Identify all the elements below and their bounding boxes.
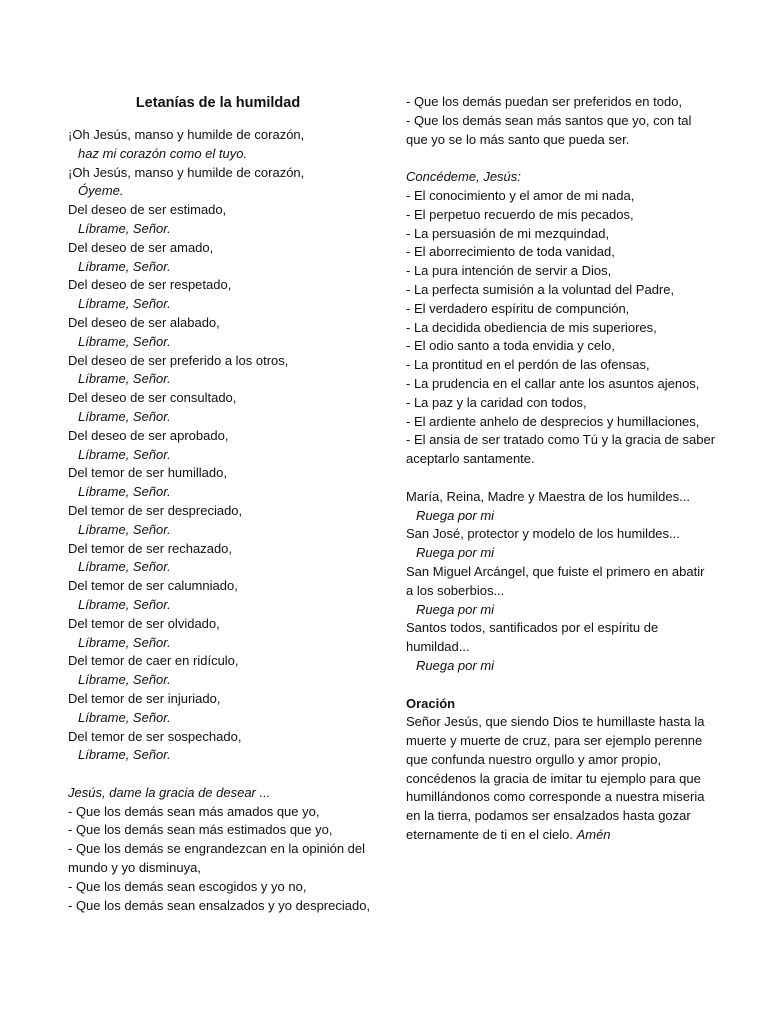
response-line — [68, 182, 368, 201]
text-line — [68, 126, 368, 145]
line-text: Ruega por mi — [416, 601, 495, 617]
response-line — [68, 258, 368, 277]
line-text: Líbrame, Señor. — [78, 484, 171, 500]
line-text: Del temor de ser injuriado, — [68, 690, 221, 706]
response-line — [406, 544, 706, 563]
text-line — [68, 897, 371, 916]
text-line — [68, 314, 368, 333]
response-line — [68, 521, 368, 540]
response-line — [68, 709, 368, 728]
line-text: - Que los demás se engrandezcan en la opinión del — [68, 841, 366, 857]
line-text: humillándonos como corresponde a nuestra miseria — [406, 789, 705, 805]
line-text: aceptarlo santamente. — [406, 451, 535, 467]
right-text-lines — [406, 93, 716, 845]
blank-line — [406, 676, 706, 695]
text-line — [68, 201, 368, 220]
line-text: - La perfecta sumisión a la voluntad del Padre, — [406, 281, 675, 297]
text-line — [406, 281, 706, 300]
text-line — [406, 525, 706, 544]
line-text: - El ardiente anhelo de desprecios y humillaciones, — [406, 413, 700, 429]
left-text-lines — [68, 126, 371, 915]
line-text: Del deseo de ser respetado, — [68, 277, 232, 293]
line-text: - El odio santo a toda envidia y celo, — [406, 338, 615, 354]
line-text: Líbrame, Señor. — [78, 559, 171, 575]
text-line — [406, 563, 706, 582]
line-text: Líbrame, Señor. — [78, 333, 171, 349]
text-line — [406, 243, 706, 262]
text-line — [406, 788, 706, 807]
line-text: Líbrame, Señor. — [78, 709, 171, 725]
line-text: concédenos la gracia de imitar tu ejemplo para que — [406, 770, 701, 786]
line-text: haz mi corazón como el tuyo. — [78, 145, 248, 161]
text-line — [406, 375, 706, 394]
line-text: Del deseo de ser aprobado, — [68, 427, 229, 443]
line-text: - Que los demás sean más amados que yo, — [68, 803, 320, 819]
response-line — [406, 657, 706, 676]
response-line — [68, 558, 368, 577]
line-text: Del temor de ser despreciado, — [68, 502, 243, 518]
text-line — [68, 464, 368, 483]
line-text: Jesús, dame la gracia de desear ... — [68, 784, 271, 800]
text-line — [406, 187, 706, 206]
line-text: Líbrame, Señor. — [78, 371, 171, 387]
line-text: Líbrame, Señor. — [78, 296, 171, 312]
response-line — [68, 446, 368, 465]
blank-line — [406, 469, 706, 488]
line-text: ¡Oh Jesús, manso y humilde de corazón, — [68, 164, 305, 180]
text-line — [406, 337, 706, 356]
line-text: ¡Oh Jesús, manso y humilde de corazón, — [68, 127, 305, 142]
line-text: - La prudencia en el callar ante los asuntos ajenos, — [406, 375, 700, 391]
line-text: - El perpetuo recuerdo de mis pecados, — [406, 206, 634, 222]
text-line — [406, 751, 706, 770]
text-line — [406, 206, 706, 225]
line-text: Del deseo de ser consultado, — [68, 390, 237, 406]
text-line — [68, 821, 368, 840]
text-line — [406, 450, 706, 469]
line-text: - El aborrecimiento de toda vanidad, — [406, 244, 615, 260]
line-text: Señor Jesús, que siendo Dios te humillaste hasta la — [406, 714, 705, 730]
response-line — [406, 507, 706, 526]
line-text: Líbrame, Señor. — [78, 672, 171, 688]
text-line — [68, 615, 368, 634]
line-text: - El ansia de ser tratado como Tú y la gracia de saber — [406, 432, 716, 448]
line-text: Líbrame, Señor. — [78, 220, 171, 236]
text-line — [406, 431, 716, 450]
text-line — [68, 690, 368, 709]
line-text: Del deseo de ser preferido a los otros, — [68, 352, 289, 368]
response-line — [68, 634, 368, 653]
line-text: Del deseo de ser estimado, — [68, 202, 227, 218]
line-text: - La decidida obediencia de mis superiores, — [406, 319, 657, 335]
line-text: Del temor de ser olvidado, — [68, 615, 220, 631]
amen-text: Amén — [576, 827, 611, 843]
text-line — [406, 319, 706, 338]
line-text: - El verdadero espíritu de compunción, — [406, 300, 630, 316]
text-line — [406, 300, 706, 319]
line-text: Concédeme, Jesús: — [406, 169, 521, 185]
line-text: Del temor de ser rechazado, — [68, 540, 233, 556]
response-line — [68, 333, 368, 352]
line-text: Ruega por mi — [416, 545, 495, 561]
text-line — [68, 164, 368, 183]
text-line — [406, 262, 706, 281]
text-line — [406, 131, 706, 150]
line-text: - La paz y la caridad con todos, — [406, 394, 587, 410]
line-text: Ruega por mi — [416, 657, 495, 673]
text-line — [68, 859, 368, 878]
response-line — [68, 671, 368, 690]
text-line — [68, 840, 368, 859]
line-text: - La persuasión de mi mezquindad, — [406, 225, 610, 241]
text-line — [406, 713, 706, 732]
text-line — [406, 638, 706, 657]
line-text: Líbrame, Señor. — [78, 747, 171, 763]
page-title: Letanías de la humildad — [135, 95, 301, 111]
response-line — [68, 408, 368, 427]
text-line — [68, 427, 368, 446]
text-line — [68, 878, 368, 897]
text-line — [68, 239, 368, 258]
line-text: a los soberbios... — [406, 582, 505, 598]
response-line — [68, 483, 368, 502]
text-line — [68, 803, 368, 822]
text-line — [68, 502, 368, 521]
response-line — [68, 370, 368, 389]
text-line — [406, 488, 706, 507]
line-text: Del temor de ser calumniado, — [68, 578, 238, 594]
line-text: Líbrame, Señor. — [78, 258, 171, 274]
text-line — [68, 389, 368, 408]
line-text: María, Reina, Madre y Maestra de los humildes... — [406, 488, 690, 504]
line-text: Del temor de caer en ridículo, — [68, 653, 239, 669]
blank-line — [68, 765, 368, 784]
line-text: - La prontitud en el perdón de las ofensas, — [406, 357, 650, 373]
response-line — [406, 168, 706, 187]
line-text: Ruega por mi — [416, 507, 495, 523]
text-line — [68, 652, 368, 671]
line-text: - Que los demás sean escogidos y yo no, — [68, 878, 307, 894]
line-text: Del deseo de ser alabado, — [68, 314, 220, 330]
line-text: Líbrame, Señor. — [78, 408, 171, 424]
text-line — [406, 413, 706, 432]
text-line — [406, 619, 706, 638]
line-text: - La pura intención de servir a Dios, — [406, 263, 612, 279]
line-text: - Que los demás sean más estimados que yo, — [68, 822, 333, 838]
text-line — [406, 112, 706, 131]
line-text: Líbrame, Señor. — [78, 596, 171, 612]
response-line — [68, 746, 368, 765]
text-line — [406, 826, 706, 845]
line-text: San Miguel Arcángel, que fuiste el primero en abatir — [406, 563, 705, 579]
line-text: eternamente de ti en el cielo. — [406, 827, 577, 843]
line-text: Oración — [406, 695, 456, 711]
text-line — [68, 540, 368, 559]
response-line — [68, 295, 368, 314]
text-line — [406, 732, 706, 751]
response-line — [406, 601, 706, 620]
text-line — [406, 394, 706, 413]
line-text: Del temor de ser sospechado, — [68, 728, 242, 744]
line-text: mundo y yo disminuya, — [68, 860, 201, 876]
line-text: Santos todos, santificados por el espíritu de — [406, 620, 659, 636]
text-line — [406, 356, 706, 375]
text-line — [68, 276, 368, 295]
line-text: - Que los demás sean más santos que yo, con tal — [406, 112, 692, 128]
text-line — [406, 770, 706, 789]
text-line — [406, 807, 706, 826]
line-text: Líbrame, Señor. — [78, 634, 171, 650]
line-text: San José, protector y modelo de los humildes... — [406, 526, 680, 542]
line-text: Del temor de ser humillado, — [68, 465, 227, 481]
line-text: que yo se lo más santo que pueda ser. — [406, 131, 630, 147]
text-line — [68, 577, 368, 596]
text-line — [406, 225, 706, 244]
response-line — [68, 596, 368, 615]
line-text: que confunda nuestro orgullo y amor propio, — [406, 751, 662, 767]
text-line — [68, 728, 368, 747]
response-line — [68, 145, 368, 164]
line-text: - Que los demás puedan ser preferidos en todo, — [406, 94, 683, 109]
text-line — [68, 352, 368, 371]
line-text: Óyeme. — [78, 183, 124, 199]
line-text: Líbrame, Señor. — [78, 446, 171, 462]
line-text: humildad... — [406, 639, 470, 655]
text-line — [406, 93, 706, 112]
text-line — [406, 582, 706, 601]
line-text: - Que los demás sean ensalzados y yo despreciado, — [68, 897, 371, 913]
line-text: - El conocimiento y el amor de mi nada, — [406, 187, 635, 203]
blank-line — [406, 149, 706, 168]
line-text: en la tierra, podamos ser ensalzados hasta gozar — [406, 808, 691, 824]
response-line — [68, 784, 368, 803]
line-text: Líbrame, Señor. — [78, 521, 171, 537]
response-line — [68, 220, 368, 239]
section-heading — [406, 695, 706, 714]
line-text: Del deseo de ser amado, — [68, 239, 214, 255]
line-text: muerte y muerte de cruz, para ser ejemplo perenne — [406, 733, 703, 749]
